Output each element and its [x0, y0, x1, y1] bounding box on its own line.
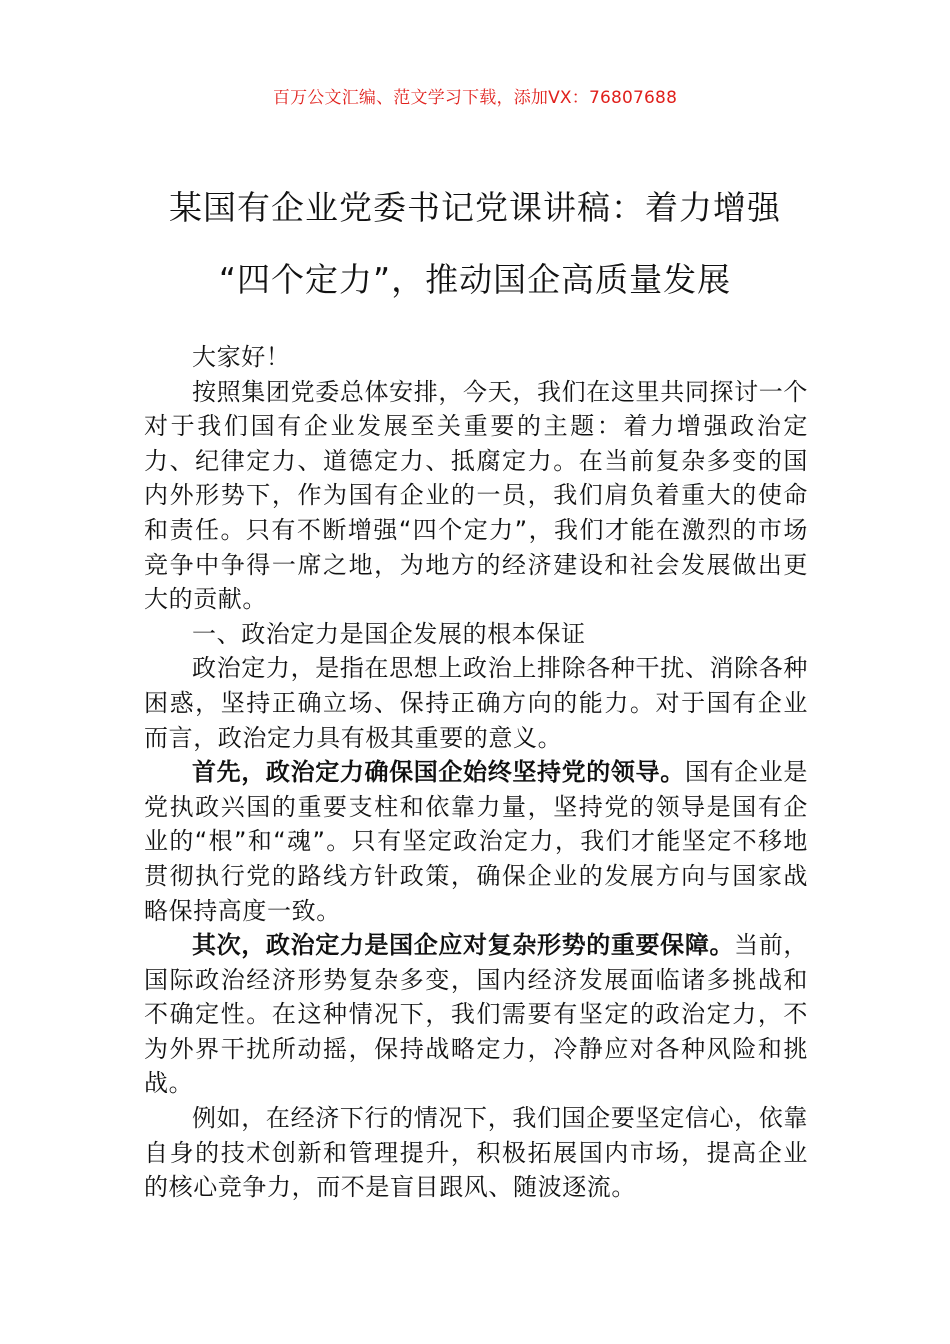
first-point-text: 国有企业是党执政兴国的重要支柱和依靠力量，坚持党的领导是国有企业的“根”和“魂”。只有坚定政治定力，我们才能坚定不移地贯彻执行党的路线方针政策，确保企业的发展方向与国家战略保持高度一致。	[144, 758, 809, 925]
second-point-lead: 其次，政治定力是国企应对复杂形势的重要保障。	[192, 931, 735, 960]
definition-paragraph: 政治定力，是指在思想上政治上排除各种干扰、消除各种困惑，坚持正确立场、保持正确方向的能力。对于国有企业而言，政治定力具有极其重要的意义。	[144, 654, 808, 752]
document-title	[130, 172, 820, 316]
example-paragraph: 例如，在经济下行的情况下，我们国企要坚定信心，依靠自身的技术创新和管理提升，积极拓展国内市场，提高企业的核心竞争力，而不是盲目跟风、随波逐流。	[144, 1104, 808, 1202]
section-heading-1: 一、政治定力是国企发展的根本保证	[192, 619, 586, 648]
intro-paragraph: 按照集团党委总体安排，今天，我们在这里共同探讨一个对于我们国有企业发展至关重要的主题：着力增强政治定力、纪律定力、道德定力、抵腐定力。在当前复杂多变的国内外形势下，作为国有企业的一员，我们肩负着重大的使命和责任。只有不断增强“四个定力”，我们才能在激烈的市场竞争中争得一席之地，为地方的经济建设和社会发展做出更大的贡献。	[144, 377, 808, 614]
greeting-paragraph: 大家好！	[192, 343, 291, 371]
first-point-lead: 首先，政治定力确保国企始终坚持党的领导。	[192, 758, 685, 787]
header-note: 百万公文汇编、范文学习下载，添加VX：76807688	[272, 88, 678, 108]
document-body	[144, 340, 808, 1205]
title-line-1: 某国有企业党委书记党课讲稿：着力增强	[169, 188, 781, 227]
title-line-2: “四个定力”，推动国企高质量发展	[218, 260, 732, 299]
first-point-paragraph	[144, 755, 808, 928]
second-point-text: 当前，国际政治经济形势复杂多变，国内经济发展面临诸多挑战和不确定性。在这种情况下，我们需要有坚定的政治定力，不为外界干扰所动摇，保持战略定力，冷静应对各种风险和挑战。	[144, 931, 808, 1098]
second-point-paragraph	[144, 928, 808, 1101]
